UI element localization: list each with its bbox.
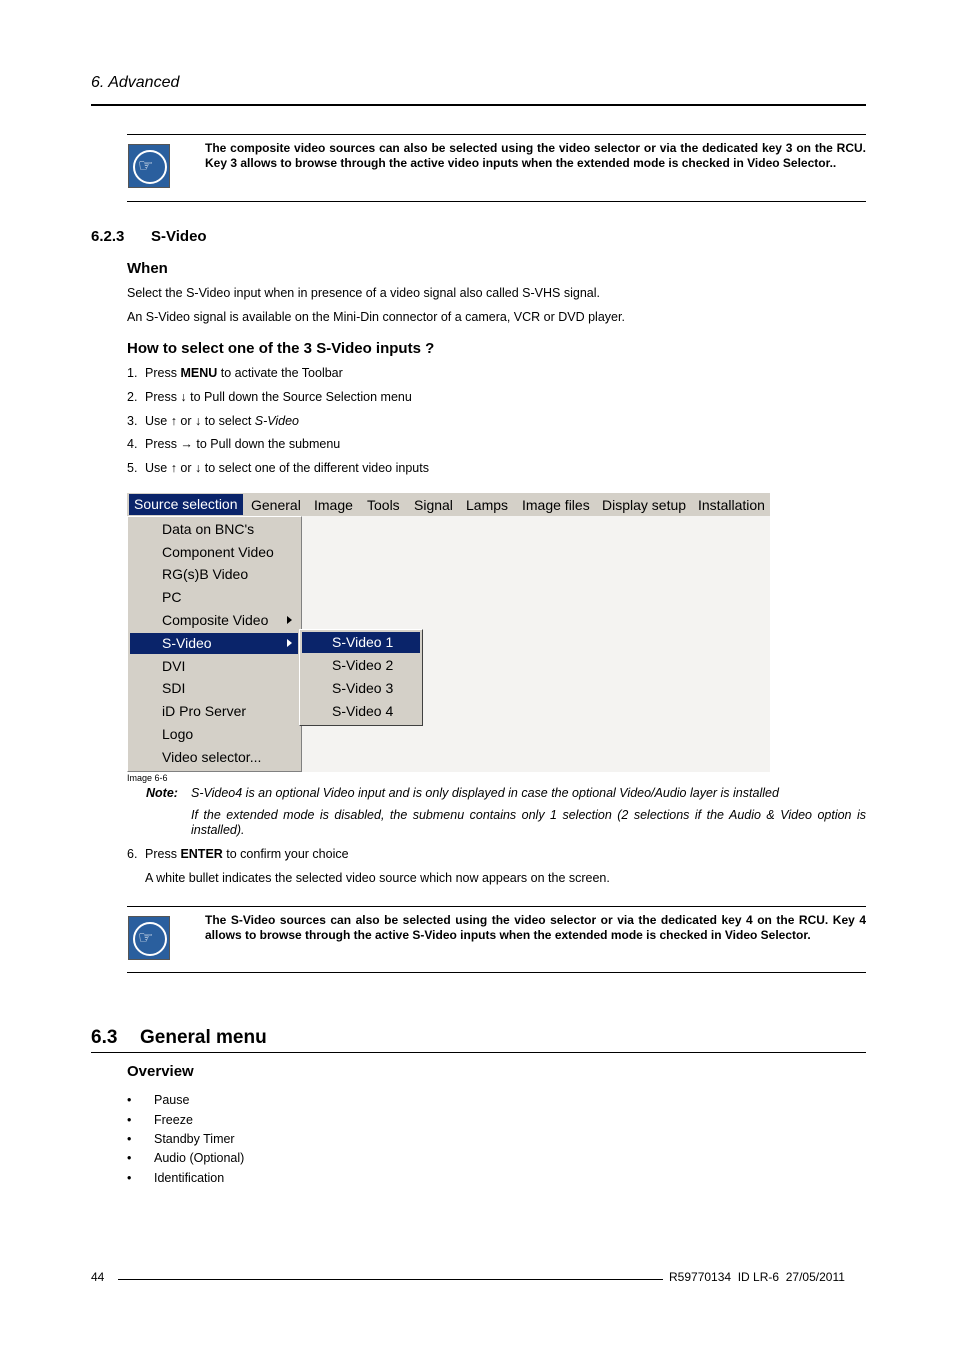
menu-item-sdi[interactable]: SDI — [162, 680, 186, 696]
list-item: • Freeze — [127, 1113, 193, 1127]
when-paragraph-1: Select the S-Video input when in presence of a video signal also called S-VHS signal. — [127, 286, 600, 300]
section-title: S-Video — [151, 228, 207, 245]
list-item: • Standby Timer — [127, 1132, 235, 1146]
footer-rule — [118, 1279, 663, 1280]
submenu-arrow-icon — [287, 616, 292, 624]
pointing-hand-icon: ☞ — [128, 916, 170, 960]
menubar — [127, 493, 770, 516]
note-box-bottom — [127, 906, 866, 973]
section-number: 6.2.3 — [91, 228, 125, 245]
menu-item-id-pro-server[interactable]: iD Pro Server — [162, 703, 247, 719]
menu-item-s-video[interactable]: S-Video — [130, 633, 298, 654]
submenu-item-s-video-4[interactable]: S-Video 4 — [332, 703, 394, 719]
menu-tools[interactable]: Tools — [367, 497, 400, 513]
menu-item-composite-video[interactable]: Composite Video — [130, 610, 298, 631]
step-2: 2. Press ↓ to Pull down the Source Selection menu — [127, 390, 412, 404]
when-paragraph-2: An S-Video signal is available on the Mini-Din connector of a camera, VCR or DVD player. — [127, 310, 625, 324]
submenu-item-s-video-3[interactable]: S-Video 3 — [332, 680, 394, 696]
list-item: • Pause — [127, 1093, 190, 1107]
section-6-3-heading: 6.3 General menu — [91, 1027, 267, 1048]
menu-item-dvi[interactable]: DVI — [162, 658, 186, 674]
pointing-hand-icon: ☞ — [128, 144, 170, 188]
submenu-item-s-video-1[interactable]: S-Video 1 — [302, 632, 420, 653]
document-id: R59770134 ID LR-6 27/05/2011 — [669, 1270, 845, 1284]
step-5: 5. Use ↑ or ↓ to select one of the different video inputs — [127, 461, 429, 475]
note-label: Note: — [146, 786, 178, 800]
menu-image-files[interactable]: Image files — [522, 497, 590, 513]
menu-item-data-on-bncs[interactable]: Data on BNC's — [162, 521, 255, 537]
menu-item-logo[interactable]: Logo — [162, 726, 194, 742]
step-4: 4. Press → to Pull down the submenu — [127, 437, 341, 451]
menu-image[interactable]: Image — [314, 497, 353, 513]
page-number: 44 — [91, 1270, 105, 1284]
menu-item-component-video[interactable]: Component Video — [162, 544, 274, 560]
menu-display-setup[interactable]: Display setup — [602, 497, 687, 513]
image-caption: Image 6-6 — [127, 773, 168, 783]
list-item: • Audio (Optional) — [127, 1151, 245, 1165]
submenu-arrow-icon — [287, 639, 292, 647]
menu-item-video-selector[interactable]: Video selector... — [162, 749, 262, 765]
menu-item-rgsb-video[interactable]: RG(s)B Video — [162, 566, 249, 582]
step-6-followup: A white bullet indicates the selected video source which now appears on the screen. — [145, 871, 610, 885]
step-1: 1. Press MENU to activate the Toolbar — [127, 366, 343, 380]
when-heading: When — [127, 260, 168, 277]
header-rule — [91, 104, 866, 106]
step-3: 3. Use ↑ or ↓ to select S-Video — [127, 414, 300, 428]
menu-signal[interactable]: Signal — [414, 497, 453, 513]
overview-heading: Overview — [127, 1063, 194, 1080]
step-6: 6. Press ENTER to confirm your choice — [127, 847, 349, 861]
note-box-top — [127, 134, 866, 202]
submenu-item-s-video-2[interactable]: S-Video 2 — [332, 657, 394, 673]
section-rule — [91, 1052, 866, 1053]
source-selection-dropdown — [127, 516, 302, 772]
s-video-submenu — [299, 629, 423, 726]
howto-heading: How to select one of the 3 S-Video inputs ? — [127, 340, 435, 357]
menu-lamps[interactable]: Lamps — [466, 497, 509, 513]
chapter-header: 6. Advanced — [91, 74, 180, 91]
section-heading — [91, 228, 207, 245]
menu-installation[interactable]: Installation — [698, 497, 765, 513]
note-line-2: If the extended mode is disabled, the submenu contains only 1 selection (2 selections if the Audio & Video option is installed). — [191, 808, 866, 837]
menu-item-pc[interactable]: PC — [162, 589, 182, 605]
menu-general[interactable]: General — [251, 497, 301, 513]
note-line-1: S-Video4 is an optional Video input and is only displayed in case the optional Video/Audio layer is installed — [191, 786, 779, 800]
note-text-bottom: The S-Video sources can also be selected using the video selector or via the dedicated key 4 on the RCU. Key 4 allows to browse through the active S-Video inputs when the extended mode is checked in Video Selector. — [205, 913, 866, 942]
note-text-top: The composite video sources can also be selected using the video selector or via the dedicated key 3 on the RCU. Key 3 allows to browse through the active video inputs when the extended mode is checked in Video Selector.. — [205, 141, 866, 170]
menu-screenshot — [127, 493, 770, 772]
menu-source-selection[interactable]: Source selection — [129, 494, 243, 515]
list-item: • Identification — [127, 1171, 225, 1185]
